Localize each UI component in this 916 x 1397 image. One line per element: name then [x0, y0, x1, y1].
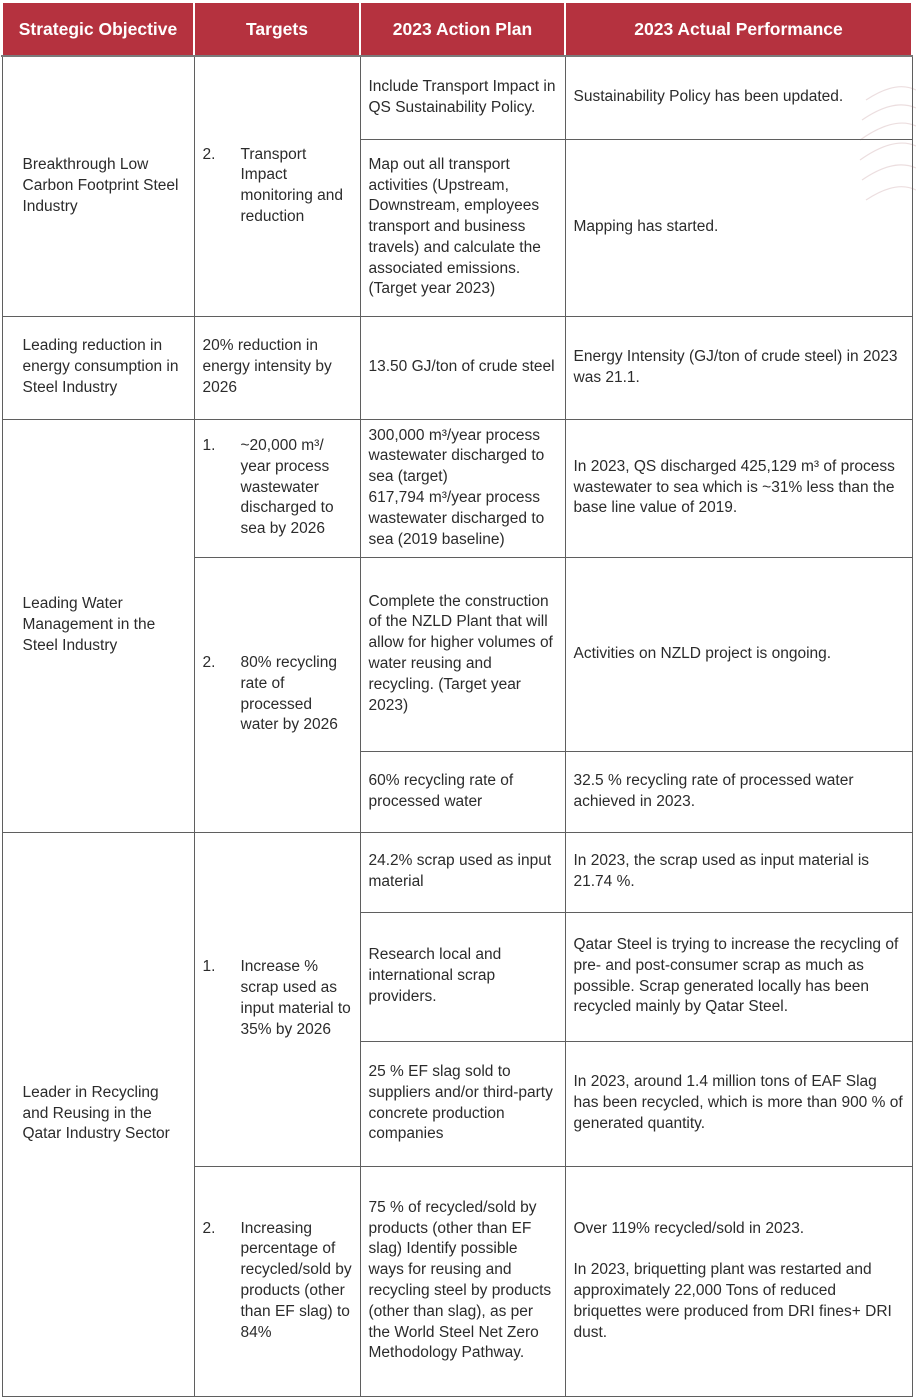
table-row [2, 316, 912, 419]
performance-cell: Qatar Steel is trying to increase the recycling of pre- and post-consumer scrap as much as possible. Scrap generated locally has been recycled mainly by Qatar Steel. [565, 912, 912, 1041]
target-text: Transport Impact monitoring and reduction [240, 145, 344, 226]
target-cell [194, 832, 360, 1166]
action-cell: 300,000 m³/year process wastewater discharged to sea (target) 617,794 m³/year process wastewater discharged to sea (2019 baseline) [360, 419, 565, 557]
target-number: 2. [202, 653, 216, 671]
target-text: 80% recycling rate of processed water by 2026 [240, 653, 338, 734]
action-cell: Include Transport Impact in QS Sustainability Policy. [360, 56, 565, 139]
performance-cell: Sustainability Policy has been updated. [565, 56, 912, 139]
target-text: Increasing percentage of recycled/sold by products (other than EF slag) to 84% [240, 1219, 352, 1341]
table-row [2, 419, 912, 557]
action-cell: 60% recycling rate of processed water [360, 751, 565, 832]
action-cell: Complete the construction of the NZLD Plant that will allow for higher volumes of water reusing and recycling. (Target year 2023) [360, 557, 565, 751]
target-cell [194, 557, 360, 832]
objective-cell: Leading reduction in energy consumption in Steel Industry [2, 316, 194, 419]
performance-cell: In 2023, QS discharged 425,129 m³ of process wastewater to sea which is ~31% less than the base line value of 2019. [565, 419, 912, 557]
header-strategic-objective: Strategic Objective [2, 2, 194, 56]
target-cell [194, 1166, 360, 1396]
header-row [2, 2, 912, 56]
action-cell: 24.2% scrap used as input material [360, 832, 565, 912]
header-targets: Targets [194, 2, 360, 56]
target-text: Increase % scrap used as input material to 35% by 2026 [240, 958, 351, 1038]
action-cell: 13.50 GJ/ton of crude steel [360, 316, 565, 419]
header-actual-performance: 2023 Actual Performance [565, 2, 912, 56]
objective-cell: Breakthrough Low Carbon Footprint Steel Industry [2, 56, 194, 316]
performance-cell: 32.5 % recycling rate of processed water achieved in 2023. [565, 751, 912, 832]
action-cell: Map out all transport activities (Upstream, Downstream, employees transport and business travels) and calculate the associated emissions. (Target year 2023) [360, 139, 565, 316]
target-number: 2. [202, 145, 216, 163]
objective-cell: Leader in Recycling and Reusing in the Qatar Industry Sector [2, 832, 194, 1396]
performance-cell: Mapping has started. [565, 139, 912, 316]
target-number: 1. [202, 437, 216, 454]
performance-cell: In 2023, the scrap used as input material is 21.74 %. [565, 832, 912, 912]
target-cell [194, 419, 360, 557]
table-row [2, 832, 912, 912]
performance-cell: In 2023, around 1.4 million tons of EAF Slag has been recycled, which is more than 900 % of generated quantity. [565, 1041, 912, 1166]
performance-cell: Activities on NZLD project is ongoing. [565, 557, 912, 751]
strategy-table [1, 1, 913, 1397]
performance-cell: Over 119% recycled/sold in 2023. In 2023, briquetting plant was restarted and approximately 22,000 Tons of reduced briquettes were produced from DRI fines+ DRI dust. [565, 1166, 912, 1396]
performance-cell: Energy Intensity (GJ/ton of crude steel) in 2023 was 21.1. [565, 316, 912, 419]
target-number: 1. [202, 958, 216, 976]
action-cell: 75 % of recycled/sold by products (other than EF slag) Identify possible ways for reusing and recycling steel by products (other than slag), as per the World Steel Net Zero Methodology Pathway. [360, 1166, 565, 1396]
target-number: 2. [202, 1219, 216, 1237]
header-action-plan: 2023 Action Plan [360, 2, 565, 56]
target-cell [194, 56, 360, 316]
objective-cell: Leading Water Management in the Steel Industry [2, 419, 194, 832]
target-cell: 20% reduction in energy intensity by 2026 [194, 316, 360, 419]
target-text: ~20,000 m³/ year process wastewater discharged to sea by 2026 [240, 437, 334, 538]
table-row [2, 56, 912, 139]
action-cell: 25 % EF slag sold to suppliers and/or third-party concrete production companies [360, 1041, 565, 1166]
action-cell: Research local and international scrap providers. [360, 912, 565, 1041]
